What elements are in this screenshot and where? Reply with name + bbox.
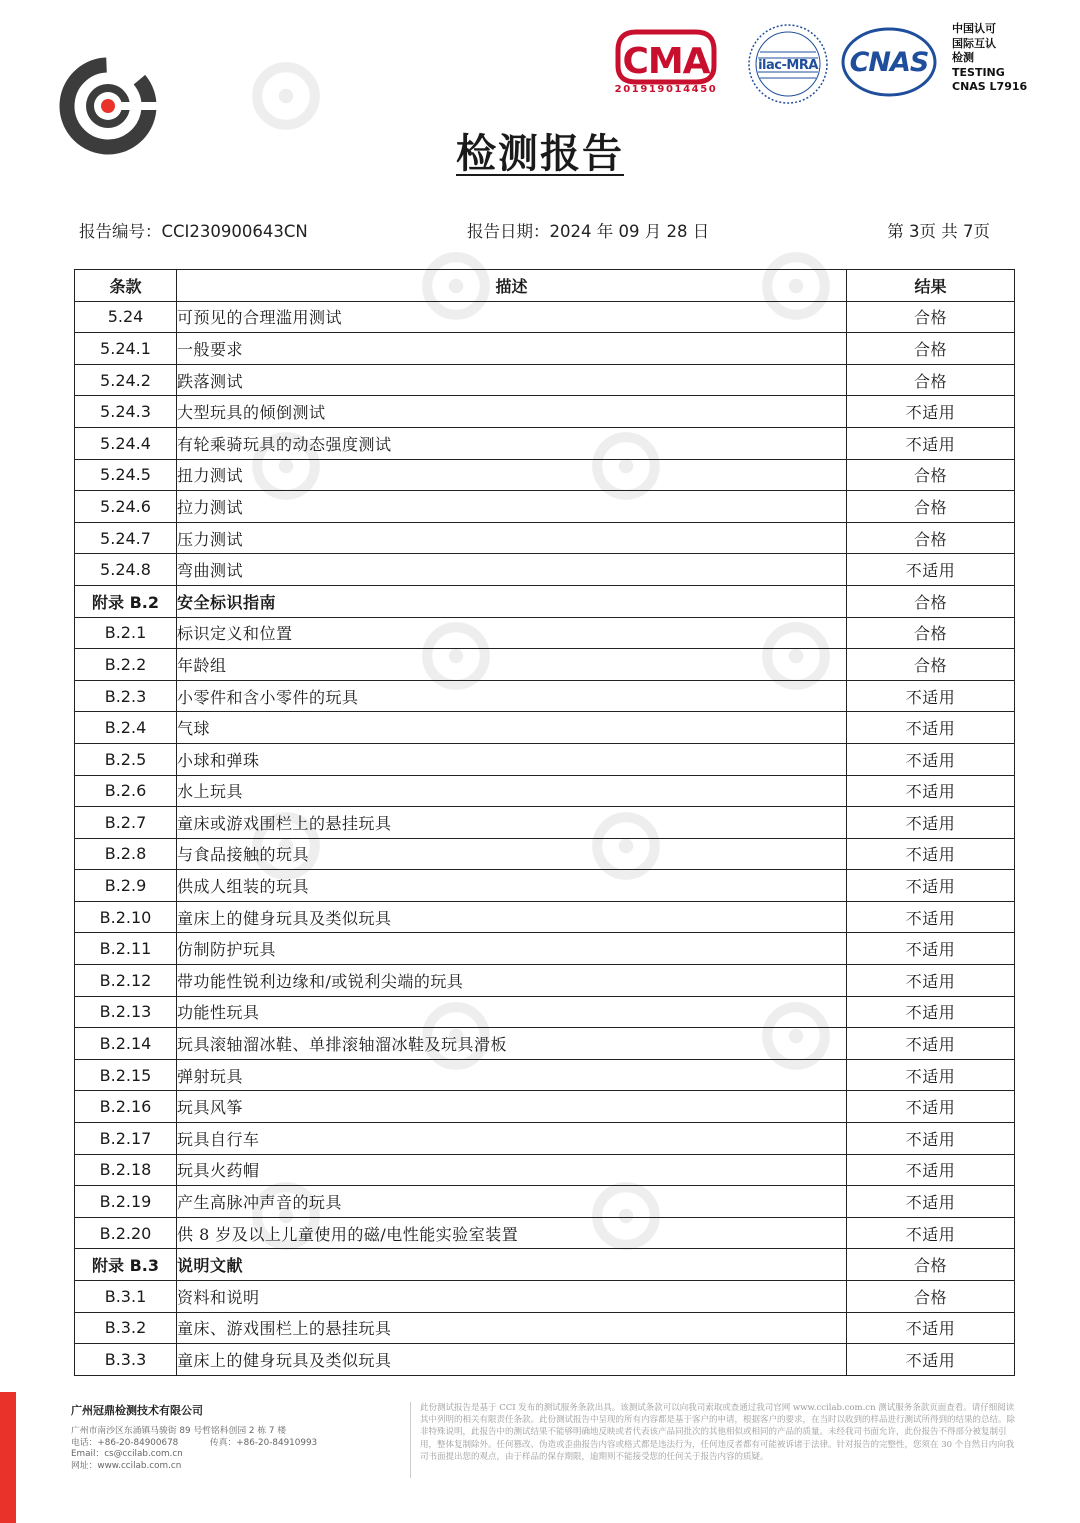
clause-cell: 5.24.6 (75, 491, 177, 523)
result-cell: 合格 (847, 585, 1015, 617)
clause-cell: B.3.3 (75, 1344, 177, 1376)
company-address: 广州市南沙区东涌镇马骏街 89 号哲铭科创园 2 栋 7 楼 (71, 1426, 287, 1436)
table-row (75, 1344, 1015, 1376)
result-cell: 不适用 (847, 1344, 1015, 1376)
result-cell: 不适用 (847, 680, 1015, 712)
description-cell: 弯曲测试 (177, 554, 847, 586)
result-cell: 不适用 (847, 775, 1015, 807)
table-row (75, 585, 1015, 617)
report-title: 检测报告 (456, 130, 624, 177)
company-phone: 电话：+86-20-84900678 (71, 1437, 179, 1448)
description-cell: 弹射玩具 (177, 1059, 847, 1091)
description-cell: 玩具火药帽 (177, 1154, 847, 1186)
accreditation-line: 中国认可 (952, 22, 996, 35)
result-cell: 不适用 (847, 396, 1015, 428)
description-cell: 小球和弹珠 (177, 743, 847, 775)
accreditation-line: 国际互认 (952, 36, 996, 50)
header-description: 描述 (177, 270, 847, 302)
description-cell: 资料和说明 (177, 1281, 847, 1313)
table-row (75, 333, 1015, 365)
page-info: 第 3页 共 7页 (887, 222, 990, 241)
result-cell: 不适用 (847, 901, 1015, 933)
clause-cell: 5.24.3 (75, 396, 177, 428)
header-clause: 条款 (75, 270, 177, 302)
result-cell: 合格 (847, 491, 1015, 523)
description-cell: 小零件和含小零件的玩具 (177, 680, 847, 712)
result-cell: 不适用 (847, 554, 1015, 586)
description-cell: 供成人组装的玩具 (177, 870, 847, 902)
result-cell: 不适用 (847, 427, 1015, 459)
table-row (75, 870, 1015, 902)
description-cell: 气球 (177, 712, 847, 744)
clause-cell: B.2.7 (75, 807, 177, 839)
description-cell: 童床或游戏围栏上的悬挂玩具 (177, 807, 847, 839)
description-cell: 玩具自行车 (177, 1123, 847, 1155)
table-row (75, 427, 1015, 459)
result-cell: 合格 (847, 301, 1015, 333)
result-cell: 合格 (847, 364, 1015, 396)
table-row (75, 1028, 1015, 1060)
clause-cell: 5.24.5 (75, 459, 177, 491)
company-fax: 传真：+86-20-84910993 (209, 1437, 318, 1448)
result-cell: 不适用 (847, 1091, 1015, 1123)
description-cell: 跌落测试 (177, 364, 847, 396)
description-cell: 童床上的健身玩具及类似玩具 (177, 901, 847, 933)
description-cell: 标识定义和位置 (177, 617, 847, 649)
table-row (75, 901, 1015, 933)
description-cell: 供 8 岁及以上儿童使用的磁/电性能实验室装置 (177, 1217, 847, 1249)
clause-cell: B.2.18 (75, 1154, 177, 1186)
clause-cell: B.2.20 (75, 1217, 177, 1249)
description-cell: 可预见的合理滥用测试 (177, 301, 847, 333)
footer-contact (71, 1402, 401, 1472)
result-cell: 不适用 (847, 1312, 1015, 1344)
result-cell: 不适用 (847, 838, 1015, 870)
table-row (75, 743, 1015, 775)
clause-cell: B.2.19 (75, 1186, 177, 1218)
table-row (75, 712, 1015, 744)
description-cell: 玩具滚轴溜冰鞋、单排滚轴溜冰鞋及玩具滑板 (177, 1028, 847, 1060)
result-cell: 合格 (847, 649, 1015, 681)
description-cell: 扭力测试 (177, 459, 847, 491)
result-cell: 合格 (847, 459, 1015, 491)
cnas-logo-icon (840, 26, 938, 98)
table-header-row (75, 270, 1015, 302)
accreditation-text (952, 22, 1027, 95)
clause-cell: B.2.3 (75, 680, 177, 712)
footer-disclaimer: 此份测试报告是基于 CCI 发布的测试服务条款出具。该测试条款可以向我司索取或查通过我司官网 www.ccilab.com.cn 测试服务条款页面查看。请仔细阅读其中列明的相关有限责任条款。此份测试报告中呈现的所有内容都是基于客户的申请，根据客户的要求，在当时以收到的样品进行测试所得到的结果的总结。除非特殊说明，此报告中的测试结果不能够明确地反映或者代表该产品同批次的其他相似或相同的产品的质量。未经我司书面允许，此份报告不得部分被复制引用，整体复制除外。任何篡改、伪造或歪曲报告内容或格式都是违法行为，任何违反者都有可能被诉诸于法律。针对报告的完整性，您须在 30 个自然日内向我司书面提出您的观点，由于样品的保存期限，逾期则不能接受您的任何关于报告内容的质疑。 (420, 1403, 1016, 1462)
description-cell: 有轮乘骑玩具的动态强度测试 (177, 427, 847, 459)
table-row (75, 1059, 1015, 1091)
clause-cell: B.2.17 (75, 1123, 177, 1155)
brand-red-bar (0, 1392, 16, 1523)
result-cell: 不适用 (847, 1123, 1015, 1155)
description-cell: 带功能性锐利边缘和/或锐利尖端的玩具 (177, 965, 847, 997)
table-row (75, 1249, 1015, 1281)
table-row (75, 396, 1015, 428)
description-cell: 功能性玩具 (177, 996, 847, 1028)
result-cell: 合格 (847, 617, 1015, 649)
description-cell: 年龄组 (177, 649, 847, 681)
description-cell: 童床上的健身玩具及类似玩具 (177, 1344, 847, 1376)
table-row (75, 617, 1015, 649)
accreditation-line: CNAS L7916 (952, 80, 1028, 93)
description-cell: 产生高脉冲声音的玩具 (177, 1186, 847, 1218)
clause-cell: 5.24 (75, 301, 177, 333)
table-row (75, 680, 1015, 712)
accreditation-line: 检测 (952, 51, 974, 64)
clause-cell: B.2.6 (75, 775, 177, 807)
table-row (75, 1312, 1015, 1344)
report-number: 报告编号：CCI230900643CN (79, 222, 308, 241)
description-cell: 与食品接触的玩具 (177, 838, 847, 870)
clause-cell: B.2.11 (75, 933, 177, 965)
results-table (74, 269, 1015, 1376)
cma-number: 201919014450 (614, 84, 718, 95)
clause-cell: 附录 B.3 (75, 1249, 177, 1281)
result-cell: 合格 (847, 1249, 1015, 1281)
table-row (75, 965, 1015, 997)
table-row (75, 838, 1015, 870)
description-cell: 压力测试 (177, 522, 847, 554)
report-date: 报告日期：2024 年 09 月 28 日 (467, 222, 710, 241)
table-row (75, 933, 1015, 965)
clause-cell: B.2.2 (75, 649, 177, 681)
result-cell: 不适用 (847, 1059, 1015, 1091)
result-cell: 不适用 (847, 807, 1015, 839)
result-cell: 不适用 (847, 870, 1015, 902)
clause-cell: 5.24.7 (75, 522, 177, 554)
table-row (75, 996, 1015, 1028)
clause-cell: B.2.5 (75, 743, 177, 775)
clause-cell: B.2.13 (75, 996, 177, 1028)
header-result: 结果 (847, 270, 1015, 302)
footer-divider (410, 1402, 411, 1478)
table-row (75, 1281, 1015, 1313)
result-cell: 不适用 (847, 933, 1015, 965)
table-row (75, 459, 1015, 491)
table-row (75, 1186, 1015, 1218)
table-row (75, 364, 1015, 396)
clause-cell: B.2.4 (75, 712, 177, 744)
table-row (75, 807, 1015, 839)
result-cell: 合格 (847, 522, 1015, 554)
result-cell: 不适用 (847, 996, 1015, 1028)
clause-cell: 5.24.2 (75, 364, 177, 396)
clause-cell: B.2.14 (75, 1028, 177, 1060)
result-cell: 不适用 (847, 712, 1015, 744)
table-row (75, 1091, 1015, 1123)
table-body (75, 301, 1015, 1375)
clause-cell: B.2.15 (75, 1059, 177, 1091)
result-cell: 不适用 (847, 965, 1015, 997)
table-row (75, 1123, 1015, 1155)
clause-cell: 5.24.1 (75, 333, 177, 365)
clause-cell: B.2.16 (75, 1091, 177, 1123)
description-cell: 仿制防护玩具 (177, 933, 847, 965)
table-row (75, 491, 1015, 523)
clause-cell: B.2.9 (75, 870, 177, 902)
result-cell: 合格 (847, 1281, 1015, 1313)
description-cell: 玩具风筝 (177, 1091, 847, 1123)
company-name: 广州冠鼎检测技术有限公司 (71, 1404, 203, 1417)
clause-cell: B.2.1 (75, 617, 177, 649)
clause-cell: B.2.10 (75, 901, 177, 933)
table-row (75, 301, 1015, 333)
result-cell: 不适用 (847, 1154, 1015, 1186)
description-cell: 童床、游戏围栏上的悬挂玩具 (177, 1312, 847, 1344)
description-cell: 大型玩具的倾倒测试 (177, 396, 847, 428)
description-cell: 拉力测试 (177, 491, 847, 523)
clause-cell: 5.24.4 (75, 427, 177, 459)
result-cell: 不适用 (847, 1186, 1015, 1218)
clause-cell: B.2.8 (75, 838, 177, 870)
table-row (75, 775, 1015, 807)
result-cell: 合格 (847, 333, 1015, 365)
result-cell: 不适用 (847, 1217, 1015, 1249)
description-cell: 水上玩具 (177, 775, 847, 807)
table-row (75, 1217, 1015, 1249)
description-cell: 安全标识指南 (177, 585, 847, 617)
clause-cell: 5.24.8 (75, 554, 177, 586)
table-row (75, 649, 1015, 681)
clause-cell: B.3.1 (75, 1281, 177, 1313)
company-email: Email：cs@ccilab.com.cn (71, 1449, 183, 1460)
report-title-wrap (0, 122, 1080, 179)
description-cell: 说明文献 (177, 1249, 847, 1281)
result-cell: 不适用 (847, 743, 1015, 775)
cma-label: CMA (622, 41, 710, 82)
phone-fax-line (71, 1438, 401, 1450)
ilac-label: ilac-MRA (758, 58, 818, 73)
table-row (75, 522, 1015, 554)
clause-cell: B.2.12 (75, 965, 177, 997)
table-row (75, 1154, 1015, 1186)
result-cell: 不适用 (847, 1028, 1015, 1060)
ilac-mra-logo-icon (746, 22, 830, 106)
company-website: 网址：www.ccilab.com.cn (71, 1460, 182, 1471)
cnas-label: CNAS (849, 47, 929, 78)
clause-cell: 附录 B.2 (75, 585, 177, 617)
clause-cell: B.3.2 (75, 1312, 177, 1344)
description-cell: 一般要求 (177, 333, 847, 365)
table-row (75, 554, 1015, 586)
accreditation-line: TESTING (952, 65, 1005, 79)
